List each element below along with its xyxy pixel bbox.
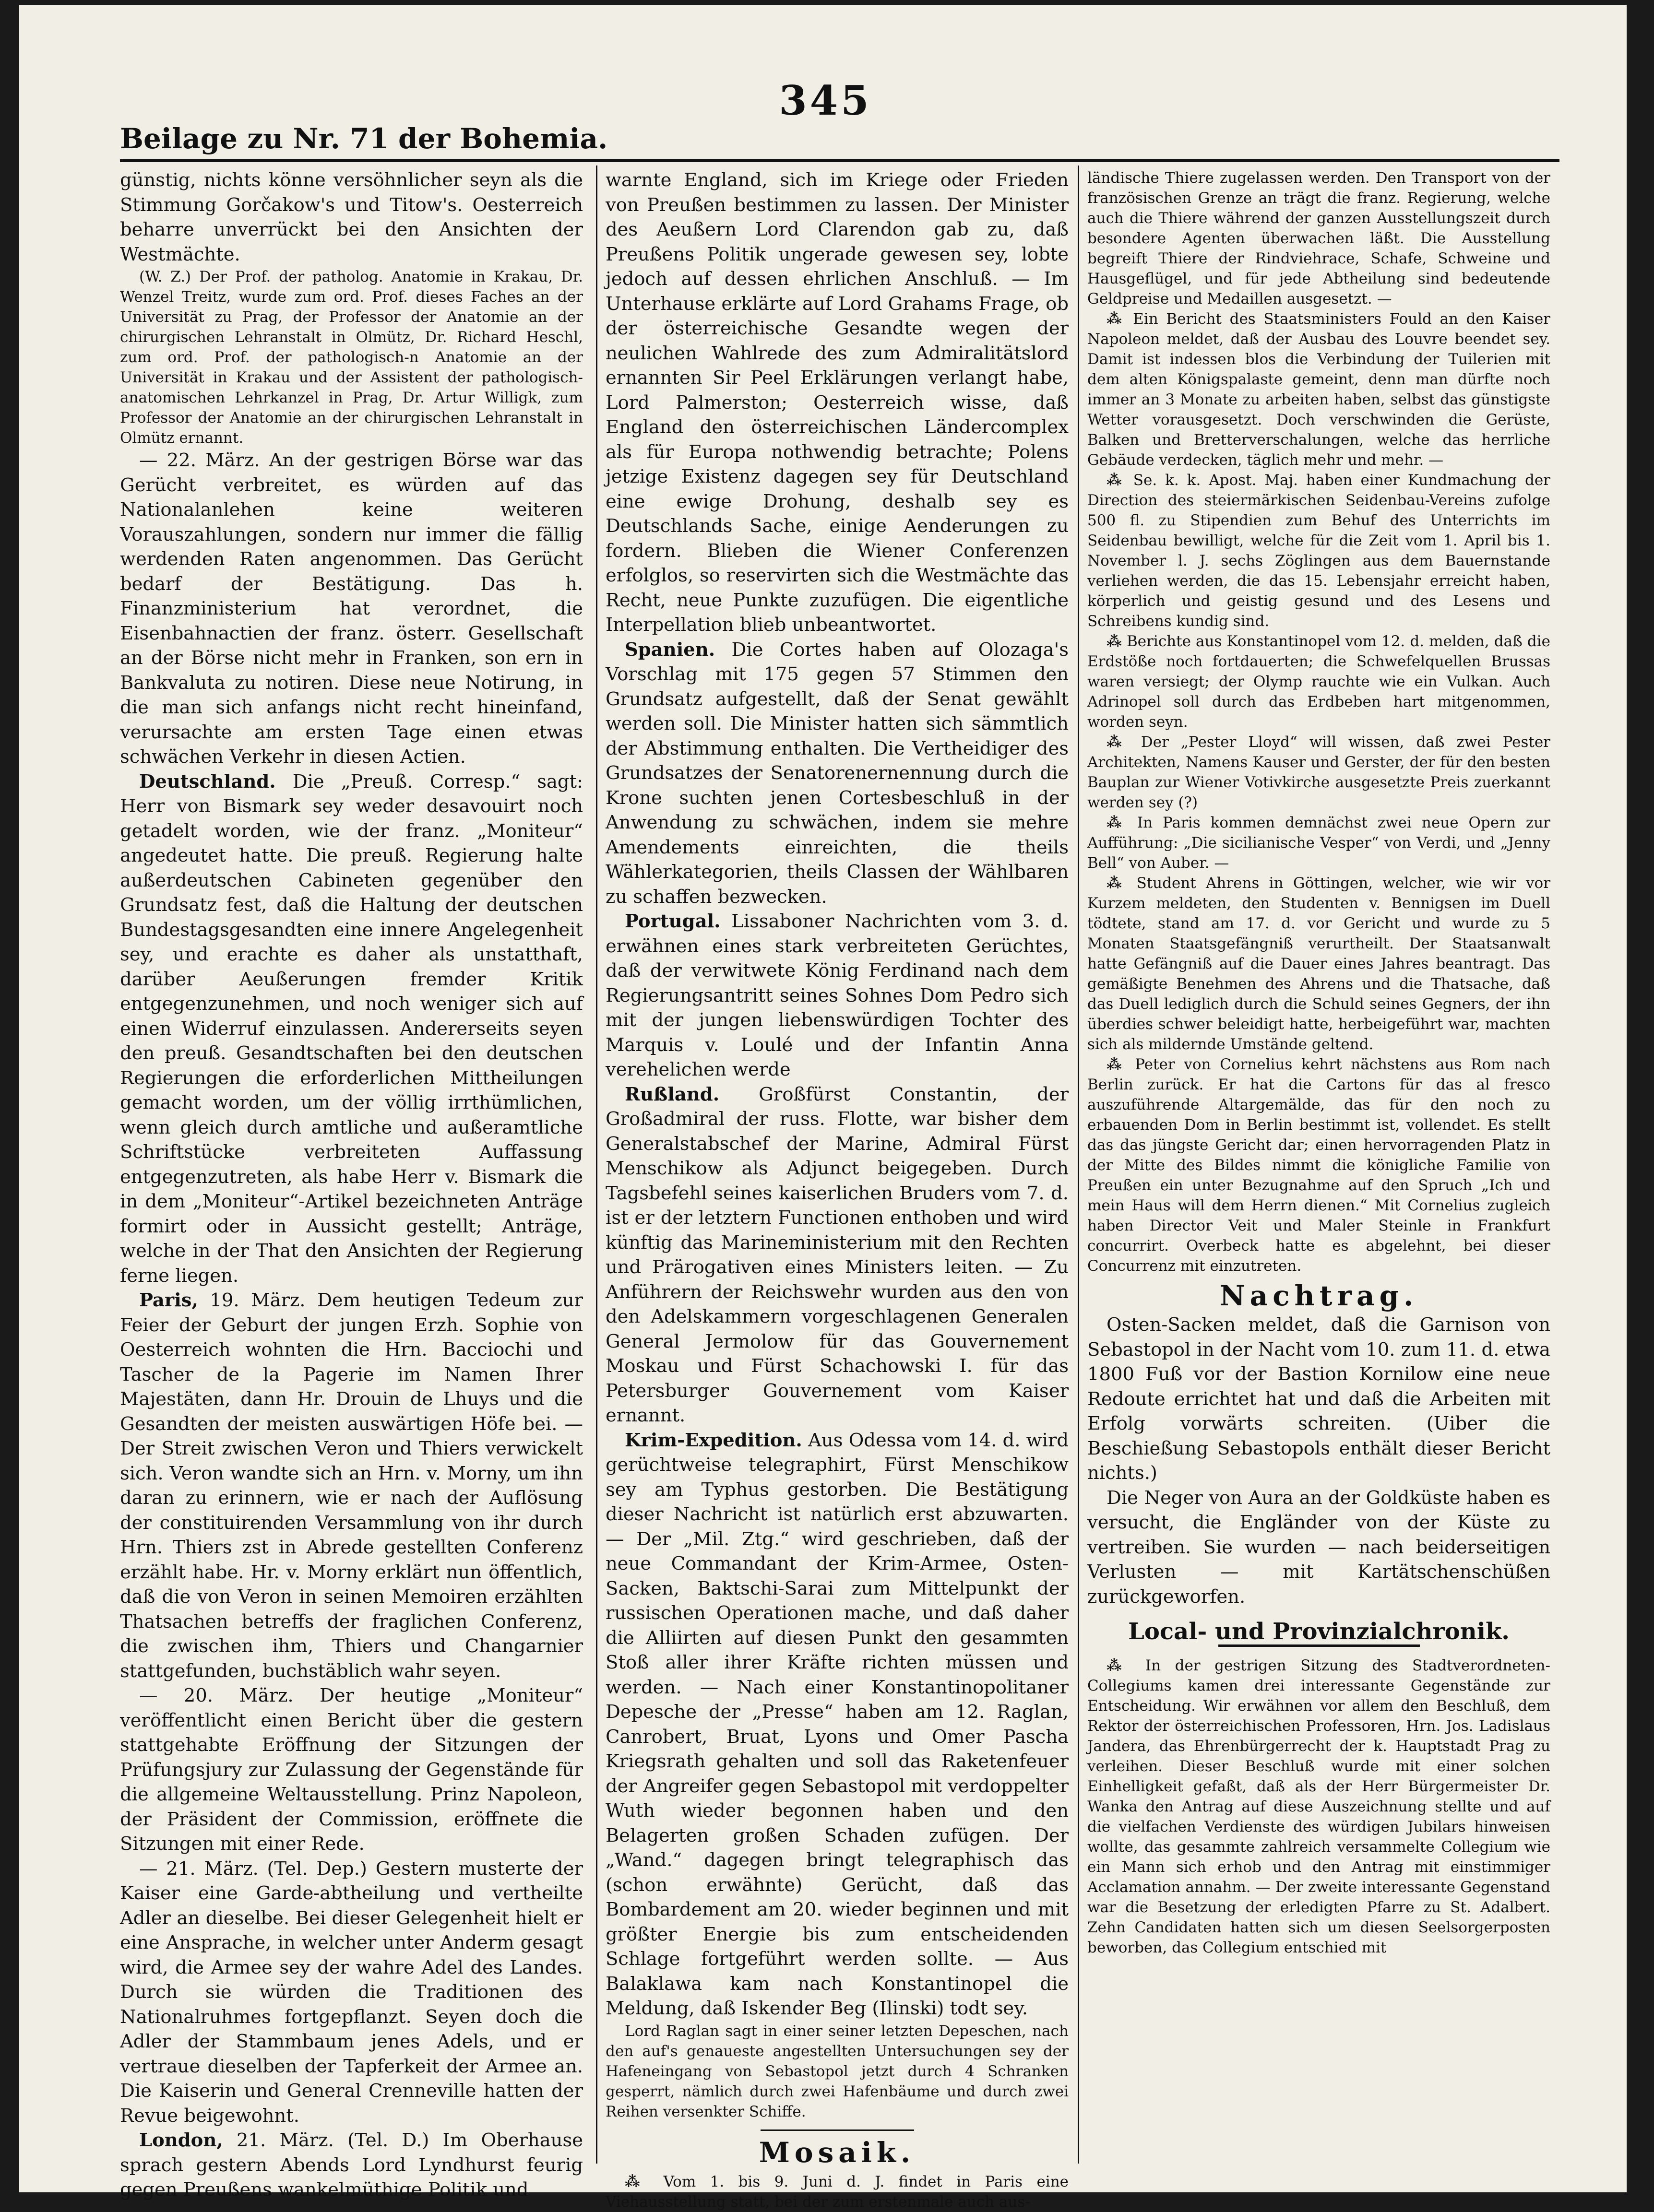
asterism-icon: ⁂ bbox=[625, 2173, 650, 2190]
page-number: 345 bbox=[779, 77, 872, 124]
section-heading: Portugal. bbox=[625, 911, 721, 932]
article-paragraph bbox=[1087, 309, 1550, 470]
article-paragraph: Lord Raglan sagt in einer seiner letzten Depeschen, nach den auf's genaueste angestellten Untersuchungen sey der Hafeneingang von Sebastopol jetzt durch 4 Schranken gesperrt, nämlich durch zwei Hafenbäume und durch zwei Reihen versenkter Schiffe. bbox=[606, 2022, 1069, 2120]
header-rule bbox=[120, 159, 1559, 162]
article-text: Die „Preuß. Corresp.“ sagt: Herr von Bismark sey weder desavouirt noch getadelt worden, wie der franz. „Moniteur“ angedeutet hatte. Die preuß. Regierung halte außerdeutschen Cabineten gegenüber den Grundsatz fest, daß die Haltung der deutschen Bundestagsgesandten eine innere Angelegenheit sey, und erachte es daher als unstatthaft, darüber Aeußerungen fremder Kritik entgegenzunehmen, und noch weniger sich auf einen Widerruf einzulassen. Andererseits seyen den preuß. Gesandtschaften bei den deutschen Regierungen die erforderlichen Mittheilungen gemacht worden, um der völlig irrthümlichen, wenn gleich durch amtliche und außeramtliche Schriftstücke verbreiteten Auffassung entgegenzutreten, als habe Herr v. Bismark die in dem „Moniteur“-Artikel bezeichneten Anträge formirt oder in Aussicht gestellt; Anträge, welche in der That den Ansichten der Regierung ferne liegen. bbox=[120, 770, 583, 1287]
article-paragraph bbox=[606, 638, 1069, 910]
article-paragraph bbox=[1087, 470, 1550, 631]
article-text: 19. März. Dem heutigen Tedeum zur Feier der Geburt der jungen Erzh. Sophie von Oesterreich wohnten die Hrn. Bacciochi und Tascher de la Pagerie im Namen Ihrer Majestäten, dann Hr. Drouin de Lhuys und die Gesandten der meisten auswärtigen Höfe bei. — Der Streit zwischen Veron und Thiers verwickelt sich. Veron wandte sich an Hrn. v. Morny, um ihn daran zu erinnern, wie er nach der Auflösung der constituirenden Versammlung von ihr durch Hrn. Thiers zst in Abrede gestellten Conferenz erzählt habe. Hr. v. Morny erklärt nun öffentlich, daß die von Veron in seinen Memoiren erzählten Thatsachen betreffs der fraglichen Conferenz, die zwischen ihm, Thiers und Changarnier stattgefunden, buchstäblich wahr seyen. bbox=[120, 1289, 583, 1682]
article-paragraph bbox=[120, 1288, 583, 1683]
article-text: Student Ahrens in Göttingen, welcher, wie wir vor Kurzem meldeten, den Studenten v. Bennigsen im Duell tödtete, stand am 17. d. vor Gericht und wurde zu 5 Monaten Staatsgefängniß verurtheilt. Der Staatsanwalt hatte Gefängniß auf die Dauer eines Jahres beantragt. Das gemäßigte Benehmen des Ahrens und die Thatsache, daß das Duell lediglich durch die Schuld seines Gegners, der ihn überdies schwer beleidigt hatte, herbeigeführt war, machten sich als mildernde Umstände geltend. bbox=[1087, 875, 1551, 1053]
section-heading: London, bbox=[139, 2129, 223, 2151]
article-text: In der gestrigen Sitzung des Stadtverordneten-Collegiums kamen drei interessante Gegenstände zur Entscheidung. Wir erwähnen vor allem den Beschluß, dem Rektor der österreichischen Professoren, Hrn. Jos. Ladislaus Jandera, das Ehrenbürgerrecht der k. Hauptstadt Prag zu verleihen. Dieser Beschluß wurde mit einer solchen Einhelligkeit gefaßt, daß als der Herr Bürgermeister Dr. Wanka den Antrag auf diese Auszeichnung stellte und auf die vielfachen Verdienste des würdigen Jubilars hinweisen wollte, das gesammte zahlreich versammelte Collegium wie ein Mann sich erhob und den Antrag mit einstimmiger Acclamation annahm. — Der zweite interessante Gegenstand war die Besetzung der erledigten Pfarre zu St. Adalbert. Zehn Candidaten hatten sich um diesen Seelsorgerposten beworben, das Collegium entschied mit bbox=[1087, 1657, 1550, 1956]
section-heading: Deutschland. bbox=[139, 770, 276, 793]
supplement-title: Beilage zu Nr. 71 der Bohemia. bbox=[120, 122, 608, 155]
newspaper-page bbox=[19, 5, 1627, 2211]
article-text: In Paris kommen demnächst zwei neue Opern zur Aufführung: „Die sicilianische Vesper“ von Verdi, und „Jenny Bell“ von Auber. — bbox=[1087, 814, 1551, 872]
section-heading: Rußland. bbox=[625, 1083, 720, 1105]
article-paragraph bbox=[1087, 1054, 1550, 1276]
column-3 bbox=[1087, 168, 1550, 2164]
article-text: Ein Bericht des Staatsministers Fould an den Kaiser Napoleon meldet, daß der Ausbau des Louvre beendet sey. Damit ist indessen blos die Verbindung der Tuilerien mit dem alten Königspalaste gemeint, denn man dürfte noch immer an 3 Monate zu arbeiten haben, selbst das günstigste Wetter vorausgesetzt. Doch verschwinden die Gerüste, Balken und Bretterverschalungen, welche das herrliche Gebäude verdecken, täglich mehr und mehr. — bbox=[1087, 310, 1550, 469]
article-paragraph bbox=[1087, 631, 1550, 732]
article-paragraph: (W. Z.) Der Prof. der patholog. Anatomie in Krakau, Dr. Wenzel Treitz, wurde zum ord. Prof. dieses Faches an der Universität zu Prag, der Professor der Anatomie an der chirurgischen Lehranstalt in Olmütz, Dr. Richard Heschl, zum ord. Prof. der pathologisch-n Anatomie an der Universität in Krakau und der Assistent der pathologisch-anatomischen Lehrkanzel in Prag, Dr. Artur Willigk, zum Professor der Anatomie an der chirurgischen Lehranstalt in Olmütz ernannt. bbox=[120, 268, 583, 447]
article-text: Lissaboner Nachrichten vom 3. d. erwähnen eines stark verbreiteten Gerüchtes, daß der verwitwete König Ferdinand nach dem Regierungsantritt seines Sohnes Dom Pedro sich mit der jungen liebenswürdigen Tochter des Marquis v. Loulé und der Infantin Anna verehelichen werde bbox=[606, 911, 1069, 1080]
article-paragraph bbox=[120, 2128, 583, 2202]
article-paragraph bbox=[606, 2172, 1069, 2212]
small-print-notice bbox=[120, 267, 583, 448]
asterism-icon: ⁂ bbox=[1107, 1056, 1126, 1073]
section-heading: Paris, bbox=[139, 1289, 198, 1311]
column-1 bbox=[120, 168, 583, 2200]
asterism-icon: ⁂ bbox=[1107, 814, 1127, 831]
asterism-icon: ⁂ bbox=[1107, 310, 1125, 328]
asterism-icon: ⁂ bbox=[1107, 733, 1129, 751]
asterism-icon: ⁂ bbox=[1107, 1657, 1131, 1674]
article-paragraph bbox=[606, 1082, 1069, 1428]
nachtrag-body bbox=[1087, 1313, 1550, 1609]
separator-rule bbox=[761, 2129, 914, 2131]
article-paragraph bbox=[1087, 813, 1550, 873]
article-text: Die Cortes haben auf Olozaga's Vorschlag mit 175 gegen 57 Stimmen den Grundsatz aufgestellt, daß der Senat gewählt werden soll. Die Minister hatten sich sämmtlich der Abstimmung enthalten. Die Vertheidiger des Grundsatzes der Senatorenernennung durch die Krone suchten jenen Cortesbeschluß in der Anwendung zu schwächen, indem sie mehre Amendements einreichten, die theils Wählerkategorien, theils Classen der Wählbaren zu schaffen bezwecken. bbox=[606, 639, 1069, 908]
article-paragraph: — 22. März. An der gestrigen Börse war das Gerücht verbreitet, es würden auf das Nationalanlehen keine weiteren Vorauszahlungen, sondern nur immer die fällig werdenden Raten angenommen. Das Gerücht bedarf der Bestätigung. Das h. Finanzministerium hat verordnet, die Eisenbahnactien der franz. österr. Gesellschaft an der Börse nicht mehr in Franken, son ern in Bankvaluta zu notiren. Diese neue Notirung, in die man sich anfangs nicht recht hineinfand, verursachte am ersten Tage einen etwas schwächen Verkehr in diesen Actien. bbox=[120, 449, 583, 768]
article-paragraph: — 21. März. (Tel. Dep.) Gestern musterte der Kaiser eine Garde-abtheilung und vertheilte Adler an dieselbe. Bei dieser Gelegenheit hielt er eine Ansprache, in welcher unter Anderm gesagt wird, die Armee sey der wahre Adel des Landes. Durch sie würden die Traditionen des Nationalruhmes fortgepflanzt. Seyen doch die Adler der Stammbaum jenes Adels, und er vertraue dieselben der Tapferkeit der Armee an. Die Kaiserin und General Crenneville hatten der Revue beigewohnt. bbox=[120, 1857, 583, 2127]
article-text: Se. k. k. Apost. Maj. haben einer Kundmachung der Direction des steiermärkischen Seidenbau-Vereins zufolge 500 fl. zu Stipendien zum Behuf des Unterrichts im Seidenbau bewilligt, welche für die Zeit vom 1. April bis 1. November l. J. sechs Zöglingen aus dem Bauernstande verliehen werden, die das 15. Lebensjahr erreicht haben, körperlich und geistig gesund und des Lesens und Schreibens kundig sind. bbox=[1087, 472, 1550, 630]
small-print-notice bbox=[606, 2172, 1069, 2212]
column-divider bbox=[1078, 166, 1079, 2164]
article-text: Berichte aus Konstantinopel vom 12. d. melden, daß die Erdstöße noch fortdauerten; die Schwefelquellen Brussas waren versiegt; der Olymp rauchte wie ein Vulkan. Auch Adrinopel soll durch das Erdbeben hart mitgenommen, worden seyn. bbox=[1087, 633, 1550, 731]
article-paragraph: günstig, nichts könne versöhnlicher seyn als die Stimmung Gorčakow's und Titow's. Oesterreich beharre unverrückt bei den Ansichten der Westmächte. bbox=[120, 169, 583, 265]
article-paragraph: Die Neger von Aura an der Goldküste haben es versucht, die Engländer von der Küste zu vertreiben. Sie wurden — nach beiderseitigen Verlusten — mit Kartätschenschüßen zurückgeworfen. bbox=[1087, 1487, 1550, 1608]
article-paragraph bbox=[606, 909, 1069, 1082]
column-divider bbox=[596, 166, 597, 2164]
article-text: Vom 1. bis 9. Juni d. J. findet in Paris eine Viehausstellung statt, bei der zum erstenmale auch aus- bbox=[606, 2173, 1069, 2211]
article-paragraph: ländische Thiere zugelassen werden. Den Transport von der französischen Grenze an trägt die franz. Regierung, welche auch die Thiere während der ganzen Ausstellungszeit durch besondere Agenten überwachen läßt. Die Ausstellung begreift Thiere der Rindviehrace, Schafe, Schweine und Hausgeflügel, und für jede Abtheilung sind bedeutende Geldpreise und Medaillen ausgesetzt. — bbox=[1087, 169, 1550, 308]
article-paragraph: Osten-Sacken meldet, daß die Garnison von Sebastopol in der Nacht vom 10. zum 11. d. etwa 1800 Fuß vor der Bastion Kornilow eine neue Redoute errichtet hat und daß die Arbeiten mit Erfolg vorwärts schreiten. (Uiber die Beschießung Sebastopols enthält dieser Bericht nichts.) bbox=[1087, 1314, 1550, 1484]
section-heading: Krim-Expedition. bbox=[625, 1429, 802, 1451]
asterism-icon: ⁂ bbox=[1107, 633, 1122, 650]
small-print-notice bbox=[606, 2021, 1069, 2122]
asterism-icon: ⁂ bbox=[1107, 472, 1125, 489]
article-paragraph: — 20. März. Der heutige „Moniteur“ veröffentlicht einen Bericht über die gestern stattgehabte Eröffnung der Sitzungen der Prüfungsjury zur Zulassung der Gegenstände für die allgemeine Weltausstellung. Prinz Napoleon, der Präsident der Commission, eröffnete die Sitzungen mit einer Rede. bbox=[120, 1685, 583, 1855]
mosaik-title: Mosaik. bbox=[759, 2136, 916, 2169]
column-2 bbox=[606, 168, 1069, 2211]
local-chronicle-title: Local- und Provinzialchronik. bbox=[1128, 1618, 1510, 1645]
article-text: Aus Odessa vom 14. d. wird gerüchtweise telegraphirt, Fürst Menschikow sey am Typhus gestorben. Die Bestätigung dieser Nachricht ist natürlich erst abzuwarten. — Der „Mil. Ztg.“ wird geschrieben, daß der neue Commandant der Krim-Armee, Osten-Sacken, Baktschi-Sarai zum Mittelpunkt der russischen Operationen mache, und daß daher die Alliirten auf diesen Punkt den gesammten Stoß aller ihrer Kräfte richten müssen und werden. — Nach einer Konstantinopolitaner Depesche der „Presse“ haben am 12. Raglan, Canrobert, Bruat, Lyons und Omer Pascha Kriegsrath gehalten und soll das Raketenfeuer der Angreifer gegen Sebastopol mit verdoppelter Wuth wieder begonnen haben und den Belagerten großen Schaden zufügen. Der „Wand.“ dagegen bringt telegraphisch das (schon erwähnte) Gerücht, daß das Bombardement am 20. wieder beginnen und mit größter Energie bis zum entscheidenden Schlage fortgeführt werden sollte. — Aus Balaklawa kam nach Konstantinopel die Meldung, daß Iskender Beg (Ilinski) todt sey. bbox=[606, 1429, 1069, 2019]
article-text: Der „Pester Lloyd“ will wissen, daß zwei Pester Architekten, Namens Kauser und Gerster, der für den besten Bauplan zur Wiener Votivkirche ausgesetzte Preis zuerkannt werden sey (?) bbox=[1087, 733, 1550, 811]
article-paragraph bbox=[120, 769, 583, 1289]
article-text: 21. März. (Tel. D.) Im Oberhause sprach gestern Abends Lord Lyndhurst feurig gegen Preußens wankelmüthige Politik und bbox=[120, 2129, 583, 2200]
article-text: Peter von Cornelius kehrt nächstens aus Rom nach Berlin zurück. Er hat die Cartons für das al fresco auszuführende Altargemälde, das für den noch zu erbauenden Dom in Berlin bestimmt ist, vollendet. Es stellt das das jüngste Gericht dar; einen hervorragenden Platz in der Mitte des Bildes nimmt die königliche Familie von Preußen ein unter Bezugnahme auf den Spruch „Ich und mein Haus will dem Herrn dienen.“ Mit Cornelius zugleich haben Director Veit und Maler Steinle in Frankfurt concurrirt. Overbeck hatte es abgelehnt, bei dieser Concurrenz mit einzutreten. bbox=[1087, 1056, 1550, 1275]
article-paragraph bbox=[1087, 1656, 1550, 1958]
article-text: Großfürst Constantin, der Großadmiral der russ. Flotte, war bisher dem Generalstabschef der Marine, Admiral Fürst Menschikow als Adjunct beigegeben. Durch Tagsbefehl seines kaiserlichen Bruders vom 7. d. ist er der letztern Functionen enthoben und wird künftig das Marineministerium mit den Rechten und Prärogativen eines Ministers leiten. — Zu Anführern der Reichswehr wurden aus den von den Adelskammern vorgeschlagenen Generalen General Jermolow für das Gouvernement Moskau und Fürst Schachowski I. für das Petersburger Gouvernement vom Kaiser ernannt. bbox=[606, 1083, 1069, 1426]
asterism-icon: ⁂ bbox=[1107, 875, 1127, 892]
article-paragraph bbox=[1087, 732, 1550, 813]
section-heading: Spanien. bbox=[625, 639, 715, 661]
article-paragraph bbox=[606, 1428, 1069, 2021]
article-paragraph bbox=[1087, 873, 1550, 1054]
article-paragraph: warnte England, sich im Kriege oder Frieden von Preußen bestimmen zu lassen. Der Minister des Aeußern Lord Clarendon gab zu, daß Preußens Politik ungerade gewesen sey, lobte jedoch auf dessen ehrlichen Anschluß. — Im Unterhause erklärte auf Lord Grahams Frage, ob der österreichische Gesandte wegen der neulichen Wahlrede des zum Admiralitätslord ernannten Sir Peel Erklärungen verlangt habe, Lord Palmerston; Oesterreich wisse, daß England den österreichischen Ländercomplex als für Europa nothwendig betrachte; Polens jetzige Existenz dagegen sey für Deutschland eine ewige Drohung, deshalb sey es Deutschlands Sache, einige Aenderungen zu fordern. Blieben die Wiener Conferenzen erfolglos, so reservirten sich die Westmächte das Recht, neue Punkte zuzufügen. Die eigentliche Interpellation blieb unbeantwortet. bbox=[606, 169, 1069, 636]
nachtrag-title: Nachtrag. bbox=[1219, 1279, 1418, 1312]
